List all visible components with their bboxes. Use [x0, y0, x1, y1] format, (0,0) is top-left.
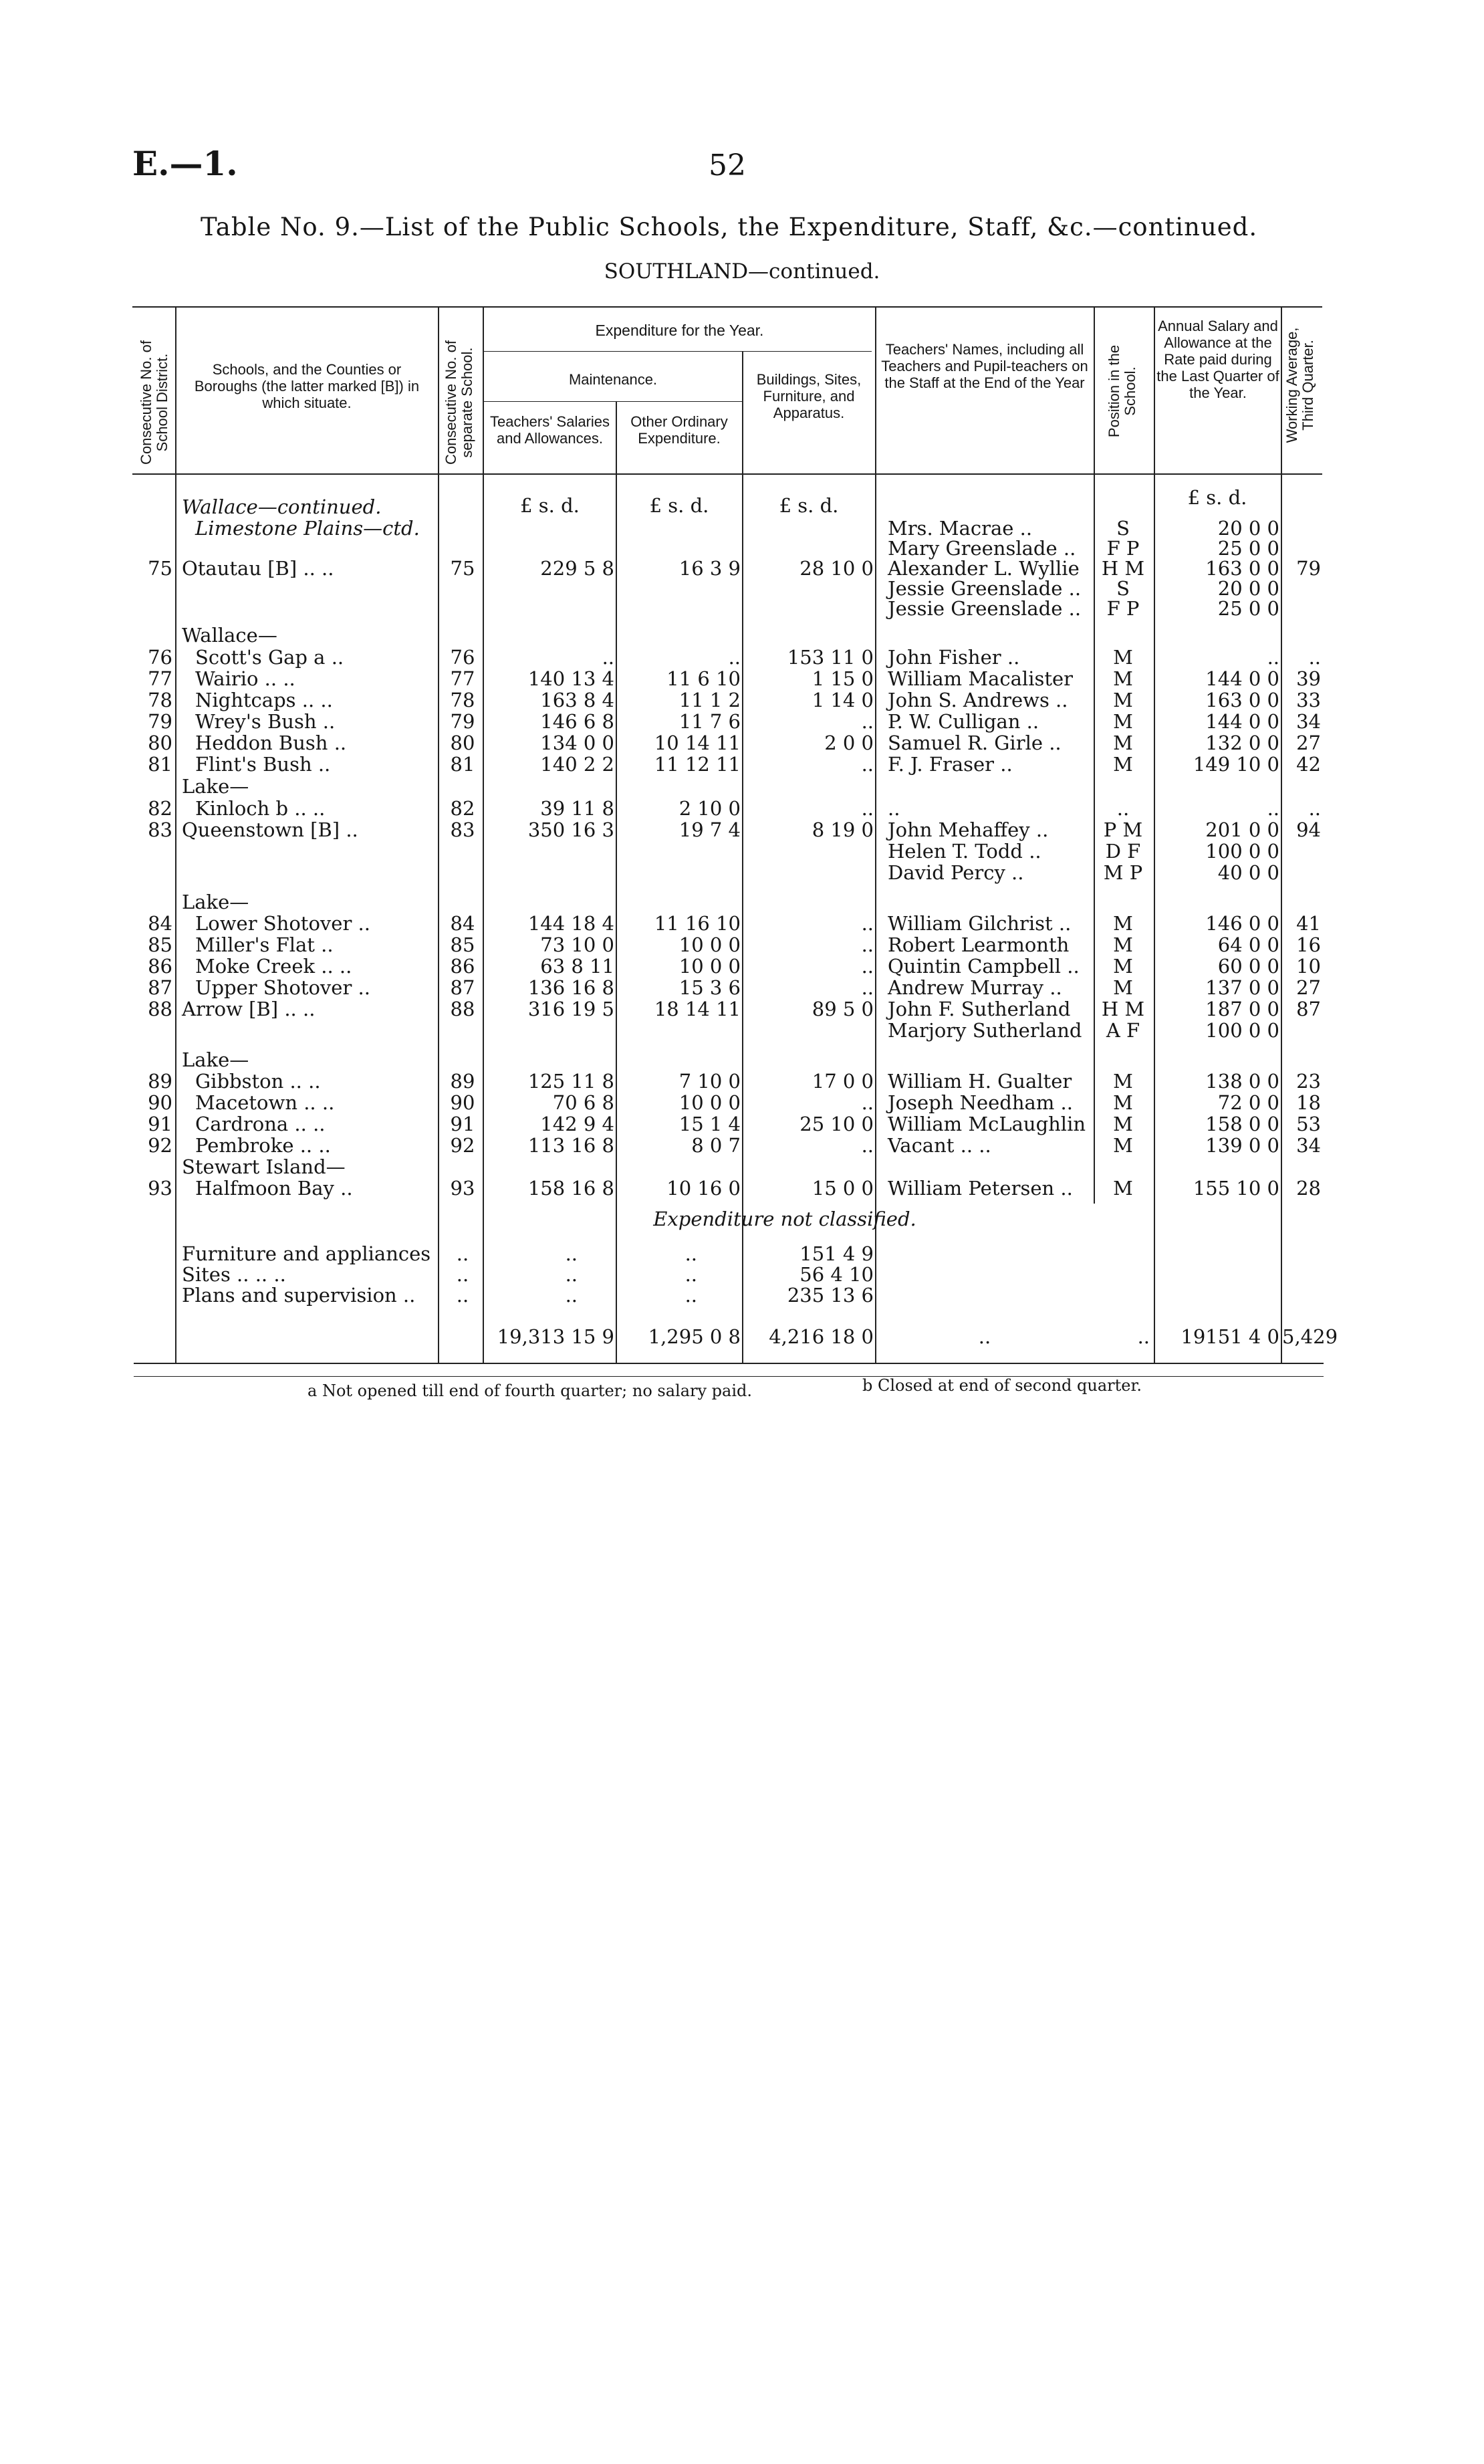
cell-dist: 86 — [148, 955, 172, 978]
cell-school: Pembroke .. .. — [195, 1134, 331, 1157]
cell-teacher: John Mehaffey .. — [888, 818, 1049, 841]
page-number: 52 — [709, 148, 746, 183]
cell-oth: 19 7 4 — [678, 818, 741, 841]
cell-school: Halfmoon Bay .. — [195, 1177, 353, 1200]
cell-avg: 34 — [1296, 1134, 1321, 1157]
cell-annual: 144 0 0 — [1205, 710, 1279, 733]
cell-oth: 11 6 10 — [666, 667, 741, 690]
cell-school: Limestone Plains—ctd. — [195, 517, 420, 540]
cell-bld: .. — [861, 1134, 874, 1157]
cell-oth: 10 0 0 — [678, 955, 741, 978]
cell-sno: 77 — [450, 667, 475, 690]
nc-bld: 235 13 6 — [787, 1284, 874, 1307]
cell-school: Gibbston .. .. — [195, 1070, 321, 1093]
cell-school: Otautau [B] .. .. — [182, 557, 334, 580]
cell-sal: 142 9 4 — [540, 1113, 614, 1135]
cell-school: Lake— — [182, 775, 249, 798]
cell-sno: 91 — [450, 1113, 475, 1135]
cell-teacher: William Macalister — [888, 667, 1074, 690]
nc-oth: .. — [685, 1242, 697, 1265]
header-buildings: Buildings, Sites, Furniture, and Apparatus. — [756, 371, 862, 421]
cell-bld: .. — [861, 955, 874, 978]
cell-pos: M — [1113, 646, 1133, 669]
cell-bld: .. — [861, 912, 874, 935]
cell-pos: H M — [1101, 998, 1145, 1020]
cell-dist: 87 — [148, 976, 172, 999]
cell-sno: 90 — [450, 1091, 475, 1114]
nc-sno: .. — [456, 1284, 469, 1307]
cell-teacher: Andrew Murray .. — [888, 976, 1062, 999]
document-code: E.—1. — [132, 144, 238, 183]
cell-avg: .. — [1308, 646, 1321, 669]
cell-annual: 100 0 0 — [1205, 1019, 1279, 1042]
nc-sal: .. — [565, 1242, 578, 1265]
cell-school: Wrey's Bush .. — [195, 710, 336, 733]
cell-avg: 33 — [1296, 689, 1321, 711]
cell-bld: .. — [861, 976, 874, 999]
header-schools: Schools, and the Counties or Boroughs (the latter marked [B]) in which situate. — [194, 361, 420, 411]
header-expenditure: Expenditure for the Year. — [595, 322, 764, 339]
cell-teacher: John F. Sutherland — [888, 998, 1071, 1020]
cell-avg: 23 — [1296, 1070, 1321, 1093]
cell-pos: F P — [1106, 597, 1140, 620]
cell-dist: 85 — [148, 933, 172, 956]
cell-dist: 91 — [148, 1113, 172, 1135]
cell-school: Scott's Gap a .. — [195, 646, 344, 669]
cell-teacher: Mary Greenslade .. — [888, 537, 1076, 560]
cell-sno: 92 — [450, 1134, 475, 1157]
cell-school: Lower Shotover .. — [195, 912, 370, 935]
cell-bld: 2 0 0 — [824, 732, 874, 754]
total-average: 5,429 — [1282, 1325, 1338, 1348]
cell-avg: 28 — [1296, 1177, 1321, 1200]
cell-teacher: Marjory Sutherland — [888, 1019, 1082, 1042]
cell-teacher: William McLaughlin — [888, 1113, 1086, 1135]
footnote-b: b Closed at end of second quarter. — [862, 1376, 1142, 1395]
cell-bld: 17 0 0 — [812, 1070, 874, 1093]
cell-oth: 15 1 4 — [678, 1113, 741, 1135]
cell-pos: S — [1116, 577, 1130, 600]
total-position: .. — [1137, 1325, 1150, 1348]
cell-pos: M — [1113, 1091, 1133, 1114]
cell-annual: 25 0 0 — [1217, 597, 1279, 620]
cell-annual: .. — [1267, 797, 1279, 820]
cell-annual: 149 10 0 — [1193, 753, 1279, 776]
cell-annual: 40 0 0 — [1217, 861, 1279, 884]
not-classified-heading: Expenditure not classified. — [653, 1208, 916, 1230]
cell-bld: .. — [861, 797, 874, 820]
cell-annual: .. — [1267, 646, 1279, 669]
cell-pos: M — [1113, 689, 1133, 711]
cell-annual: 25 0 0 — [1217, 537, 1279, 560]
cell-teacher: John Fisher .. — [888, 646, 1020, 669]
cell-dist: 83 — [148, 818, 172, 841]
cell-dist: 79 — [148, 710, 172, 733]
cell-pos: S — [1116, 517, 1130, 540]
cell-annual: 132 0 0 — [1205, 732, 1279, 754]
total-buildings: 4,216 18 0 — [769, 1325, 874, 1348]
cell-sno: 85 — [450, 933, 475, 956]
cell-sal: 63 8 11 — [540, 955, 614, 978]
cell-sno: 81 — [450, 753, 475, 776]
cell-sal: 144 18 4 — [527, 912, 614, 935]
cell-pos: M — [1113, 1070, 1133, 1093]
cell-bld: 1 14 0 — [812, 689, 874, 711]
cell-pos: M — [1113, 912, 1133, 935]
cell-oth: 8 0 7 — [691, 1134, 741, 1157]
cell-oth: .. — [728, 646, 741, 669]
cell-sno: 84 — [450, 912, 475, 935]
cell-teacher: Alexander L. Wyllie — [888, 557, 1080, 580]
cell-sal: 134 0 0 — [540, 732, 614, 754]
cell-annual: 163 0 0 — [1205, 557, 1279, 580]
footnote-a: a Not opened till end of fourth quarter; no salary paid. — [307, 1381, 753, 1400]
cell-sal: 125 11 8 — [527, 1070, 614, 1093]
cell-teacher: Mrs. Macrae .. — [888, 517, 1033, 540]
cell-annual: 20 0 0 — [1217, 577, 1279, 600]
nc-label: Sites .. .. .. — [182, 1263, 286, 1286]
cell-school: Queenstown [B] .. — [182, 818, 358, 841]
nc-oth: .. — [685, 1263, 697, 1286]
cell-dist: 77 — [148, 667, 172, 690]
cell-pos: M — [1113, 1177, 1133, 1200]
cell-sno: 83 — [450, 818, 475, 841]
unit-other: £ s. d. — [649, 494, 709, 517]
cell-school: Macetown .. .. — [195, 1091, 335, 1114]
cell-annual: 139 0 0 — [1205, 1134, 1279, 1157]
cell-sno: 76 — [450, 646, 475, 669]
cell-teacher: Helen T. Todd .. — [888, 840, 1041, 863]
nc-bld: 151 4 9 — [799, 1242, 874, 1265]
cell-avg: 53 — [1296, 1113, 1321, 1135]
cell-dist: 90 — [148, 1091, 172, 1114]
cell-annual: 100 0 0 — [1205, 840, 1279, 863]
cell-dist: 81 — [148, 753, 172, 776]
cell-sno: 93 — [450, 1177, 475, 1200]
cell-annual: 60 0 0 — [1217, 955, 1279, 978]
cell-sno: 87 — [450, 976, 475, 999]
cell-teacher: William Petersen .. — [888, 1177, 1073, 1200]
cell-annual: 144 0 0 — [1205, 667, 1279, 690]
cell-sal: 73 10 0 — [540, 933, 614, 956]
cell-pos: A F — [1106, 1019, 1140, 1042]
cell-avg: .. — [1308, 797, 1321, 820]
cell-sno: 80 — [450, 732, 475, 754]
cell-sal: 113 16 8 — [527, 1134, 614, 1157]
cell-oth: 11 12 11 — [654, 753, 741, 776]
cell-avg: 27 — [1296, 976, 1321, 999]
cell-annual: 201 0 0 — [1205, 818, 1279, 841]
cell-dist: 82 — [148, 797, 172, 820]
cell-pos: P M — [1103, 818, 1143, 841]
cell-bld: 15 0 0 — [812, 1177, 874, 1200]
cell-pos: .. — [1116, 797, 1130, 820]
header-teachers-names: Teachers' Names, including all Teachers and Pupil-teachers on the Staff at the End of the Year — [881, 341, 1088, 391]
cell-avg: 42 — [1296, 753, 1321, 776]
cell-pos: M — [1113, 955, 1133, 978]
header-maintenance: Maintenance. — [568, 371, 658, 388]
total-other: 1,295 0 8 — [648, 1325, 741, 1348]
cell-oth: 10 14 11 — [654, 732, 741, 754]
cell-annual: 163 0 0 — [1205, 689, 1279, 711]
cell-avg: 10 — [1296, 955, 1321, 978]
cell-avg: 41 — [1296, 912, 1321, 935]
cell-oth: 10 0 0 — [678, 933, 741, 956]
cell-sno: 82 — [450, 797, 475, 820]
unit-salaries: £ s. d. — [520, 494, 580, 517]
cell-teacher: Quintin Campbell .. — [888, 955, 1080, 978]
header-other-expenditure: Other Ordinary Expenditure. — [630, 413, 728, 447]
cell-teacher: .. — [888, 797, 900, 820]
cell-teacher: Vacant .. .. — [888, 1134, 991, 1157]
cell-avg: 27 — [1296, 732, 1321, 754]
cell-teacher: Jessie Greenslade .. — [888, 597, 1082, 620]
cell-sno: 89 — [450, 1070, 475, 1093]
cell-dist: 92 — [148, 1134, 172, 1157]
cell-sal: 316 19 5 — [527, 998, 614, 1020]
unit-annual: £ s. d. — [1187, 486, 1247, 509]
cell-bld: .. — [861, 1091, 874, 1114]
header-school-no: Consecutive No. of separate School. — [443, 340, 475, 465]
cell-pos: M — [1113, 1113, 1133, 1135]
cell-teacher: Samuel R. Girle .. — [888, 732, 1062, 754]
nc-sal: .. — [565, 1263, 578, 1286]
cell-bld: 28 10 0 — [799, 557, 874, 580]
cell-school: Kinloch b .. .. — [195, 797, 326, 820]
cell-pos: M — [1113, 753, 1133, 776]
cell-sno: 78 — [450, 689, 475, 711]
cell-school: Heddon Bush .. — [195, 732, 347, 754]
cell-avg: 79 — [1296, 557, 1321, 580]
cell-avg: 34 — [1296, 710, 1321, 733]
cell-oth: 11 16 10 — [654, 912, 741, 935]
cell-teacher: William H. Gualter — [888, 1070, 1072, 1093]
cell-teacher: Robert Learmonth — [888, 933, 1070, 956]
cell-school: Arrow [B] .. .. — [182, 998, 316, 1020]
cell-teacher: William Gilchrist .. — [888, 912, 1072, 935]
nc-label: Plans and supervision .. — [182, 1284, 416, 1307]
cell-school: Nightcaps .. .. — [195, 689, 333, 711]
cell-school: Cardrona .. .. — [195, 1113, 326, 1135]
cell-school: Miller's Flat .. — [195, 933, 334, 956]
cell-sal: 70 6 8 — [552, 1091, 614, 1114]
cell-school: Flint's Bush .. — [195, 753, 331, 776]
cell-annual: 138 0 0 — [1205, 1070, 1279, 1093]
cell-sal: 229 5 8 — [540, 557, 614, 580]
cell-annual: 146 0 0 — [1205, 912, 1279, 935]
cell-bld: .. — [861, 753, 874, 776]
cell-bld: .. — [861, 710, 874, 733]
cell-bld: 153 11 0 — [787, 646, 874, 669]
nc-sal: .. — [565, 1284, 578, 1307]
table-title: Table No. 9.—List of the Public Schools, the Expenditure, Staff, &c.—continued. — [201, 213, 1258, 241]
cell-oth: 11 7 6 — [678, 710, 741, 733]
cell-bld: .. — [861, 933, 874, 956]
header-annual-salary: Annual Salary and Allowance at the Rate paid during the Last Quarter of the Year. — [1156, 318, 1279, 401]
cell-teacher: P. W. Culligan .. — [888, 710, 1039, 733]
cell-sal: 39 11 8 — [540, 797, 614, 820]
cell-sno: 79 — [450, 710, 475, 733]
cell-school: Wallace— — [182, 624, 277, 647]
cell-sal: 136 16 8 — [527, 976, 614, 999]
cell-oth: 11 1 2 — [678, 689, 741, 711]
cell-school: Wallace—continued. — [182, 495, 382, 518]
header-teachers-salaries: Teachers' Salaries and Allowances. — [489, 413, 610, 447]
cell-dist: 75 — [148, 557, 172, 580]
cell-sno: 86 — [450, 955, 475, 978]
header-position: Position in the School. — [1106, 344, 1138, 438]
cell-oth: 16 3 9 — [678, 557, 741, 580]
cell-school: Wairio .. .. — [195, 667, 295, 690]
cell-oth: 2 10 0 — [678, 797, 741, 820]
cell-pos: M — [1113, 933, 1133, 956]
cell-bld: 8 19 0 — [812, 818, 874, 841]
cell-pos: M P — [1103, 861, 1143, 884]
cell-pos: F P — [1106, 537, 1140, 560]
cell-sal: 140 2 2 — [540, 753, 614, 776]
cell-dist: 76 — [148, 646, 172, 669]
cell-sno: 88 — [450, 998, 475, 1020]
cell-teacher: F. J. Fraser .. — [888, 753, 1013, 776]
cell-teacher: David Percy .. — [888, 861, 1024, 884]
cell-annual: 72 0 0 — [1217, 1091, 1279, 1114]
cell-avg: 16 — [1296, 933, 1321, 956]
cell-teacher: Jessie Greenslade .. — [888, 577, 1082, 600]
cell-bld: 25 10 0 — [799, 1113, 874, 1135]
cell-pos: D F — [1105, 840, 1141, 863]
cell-sal: 350 16 3 — [527, 818, 614, 841]
header-district-no: Consecutive No. of School District. — [138, 340, 170, 465]
nc-bld: 56 4 10 — [799, 1263, 874, 1286]
cell-dist: 78 — [148, 689, 172, 711]
cell-annual: 137 0 0 — [1205, 976, 1279, 999]
nc-sno: .. — [456, 1242, 469, 1265]
cell-school: Lake— — [182, 891, 249, 913]
cell-school: Stewart Island— — [182, 1155, 346, 1178]
cell-sno: 75 — [450, 557, 475, 580]
cell-annual: 187 0 0 — [1205, 998, 1279, 1020]
cell-school: Moke Creek .. .. — [195, 955, 352, 978]
cell-pos: M — [1113, 1134, 1133, 1157]
cell-dist: 80 — [148, 732, 172, 754]
cell-pos: M — [1113, 667, 1133, 690]
cell-avg: 18 — [1296, 1091, 1321, 1114]
cell-pos: M — [1113, 732, 1133, 754]
cell-pos: M — [1113, 976, 1133, 999]
cell-annual: 155 10 0 — [1193, 1177, 1279, 1200]
cell-dist: 93 — [148, 1177, 172, 1200]
cell-oth: 15 3 6 — [678, 976, 741, 999]
cell-sal: 158 16 8 — [527, 1177, 614, 1200]
cell-avg: 94 — [1296, 818, 1321, 841]
cell-oth: 10 0 0 — [678, 1091, 741, 1114]
cell-avg: 87 — [1296, 998, 1321, 1020]
cell-bld: 89 5 0 — [812, 998, 874, 1020]
region-subtitle: SOUTHLAND—continued. — [604, 259, 880, 284]
total-teachers: .. — [978, 1325, 991, 1348]
cell-annual: 64 0 0 — [1217, 933, 1279, 956]
unit-buildings: £ s. d. — [779, 494, 839, 517]
cell-sal: .. — [602, 646, 614, 669]
cell-sal: 140 13 4 — [527, 667, 614, 690]
nc-sno: .. — [456, 1263, 469, 1286]
cell-pos: M — [1113, 710, 1133, 733]
cell-school: Upper Shotover .. — [195, 976, 370, 999]
cell-sal: 163 8 4 — [540, 689, 614, 711]
nc-label: Furniture and appliances — [182, 1242, 431, 1265]
cell-dist: 89 — [148, 1070, 172, 1093]
total-annual: 19151 4 0 — [1181, 1325, 1279, 1348]
cell-annual: 158 0 0 — [1205, 1113, 1279, 1135]
cell-sal: 146 6 8 — [540, 710, 614, 733]
cell-oth: 7 10 0 — [678, 1070, 741, 1093]
total-salaries: 19,313 15 9 — [497, 1325, 614, 1348]
cell-teacher: Joseph Needham .. — [888, 1091, 1073, 1114]
cell-bld: 1 15 0 — [812, 667, 874, 690]
cell-avg: 39 — [1296, 667, 1321, 690]
cell-pos: H M — [1101, 557, 1145, 580]
cell-teacher: John S. Andrews .. — [888, 689, 1068, 711]
cell-dist: 84 — [148, 912, 172, 935]
cell-dist: 88 — [148, 998, 172, 1020]
cell-oth: 10 16 0 — [666, 1177, 741, 1200]
cell-oth: 18 14 11 — [654, 998, 741, 1020]
cell-annual: 20 0 0 — [1217, 517, 1279, 540]
header-working-average: Working Average, Third Quarter. — [1283, 327, 1316, 443]
nc-oth: .. — [685, 1284, 697, 1307]
cell-school: Lake— — [182, 1048, 249, 1071]
